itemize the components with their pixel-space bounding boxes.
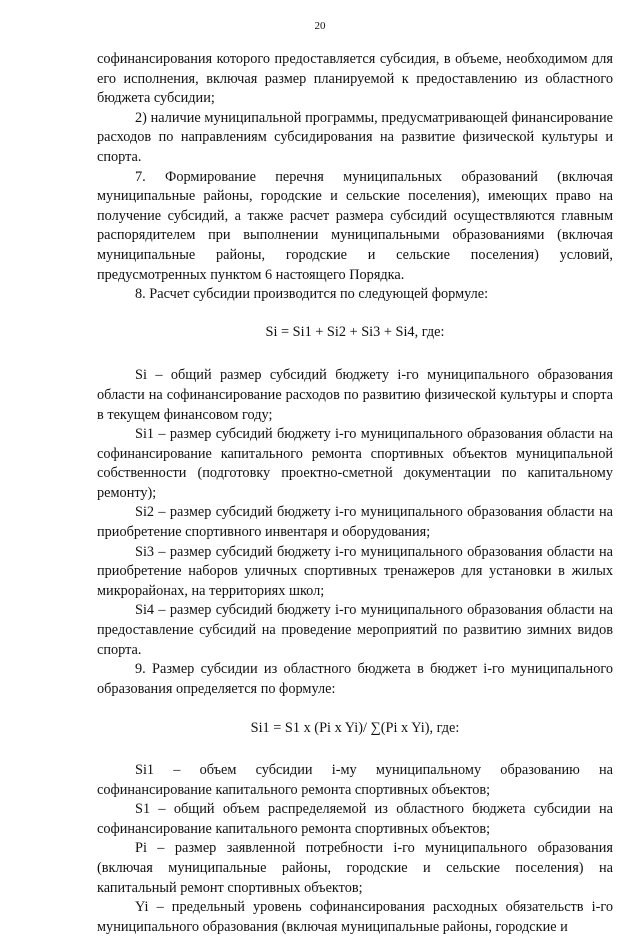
definition-si: Si – общий размер субсидий бюджету i-го муниципального образования области на софинансирование расходов по развитию физической культуры и спорта в текущем финансовом году; [97,367,613,423]
page-number: 20 [314,20,326,32]
paragraph-item-9: 9. Размер субсидии из областного бюджета в бюджет i-го муниципального образования определяется по формуле: [97,661,613,697]
formula-capital-repair: Si1 = S1 x (Pi x Yi)/ ∑(Pi x Yi), где: [250,720,460,737]
document-body [97,50,613,937]
formula-total-subsidy: Si = Si1 + Si2 + Si3 + Si4, где: [265,323,445,340]
definition-si1-volume: Si1 – объем субсидии i-му муниципальному образованию на софинансирование капитального ремонта спортивных объектов; [97,762,613,798]
definition-si3: Si3 – размер субсидий бюджету i-го муниципального образования области на приобретение наборов уличных спортивных тренажеров для установки в жилых микрорайонах, на территориях школ; [97,543,613,599]
paragraph-item-7: 7. Формирование перечня муниципальных образований (включая муниципальные районы, городские и сельские поселения), имеющих право на получение субсидий, а также расчет размера субсидий осуществляются главным распорядителем при выполнении муниципальными образованиями (включая муниципальные районы, городские и сельские поселения) условий, предусмотренных пунктом 6 настоящего Порядка. [97,168,613,283]
definition-pi: Pi – размер заявленной потребности i-го муниципального образования (включая муниципальные районы, городские и сельские поселения) на капитальный ремонт спортивных объектов; [97,840,613,896]
paragraph-continuation: софинансирования которого предоставляется субсидия, в объеме, необходимом для его исполнения, включая размер планируемой к предоставлению из областного бюджета субсидии; [97,51,613,107]
definition-s1: S1 – общий объем распределяемой из областного бюджета субсидии на софинансирование капитального ремонта спортивных объектов; [97,801,613,837]
paragraph-item-8: 8. Расчет субсидии производится по следующей формуле: [135,286,489,303]
definition-si2: Si2 – размер субсидий бюджету i-го муниципального образования области на приобретение спортивного инвентаря и оборудования; [97,504,613,541]
definition-yi: Yi – предельный уровень софинансирования расходных обязательств i-го муниципального образования (включая муниципальные районы, городские и [97,899,613,935]
paragraph-item-2: 2) наличие муниципальной программы, предусматривающей финансирование расходов по направлениям субсидирования на развитие физической культуры и спорта. [97,109,613,165]
definition-si1: Si1 – размер субсидий бюджету i-го муниципального образования области на софинансирование капитального ремонта спортивных объектов муниципальной собственности (подготовку проектно-сметной документации по капитальному ремонту); [97,426,613,501]
definition-si4: Si4 – размер субсидий бюджету i-го муниципального образования области на предоставление субсидий на проведение мероприятий по развитию зимних видов спорта. [97,602,613,658]
